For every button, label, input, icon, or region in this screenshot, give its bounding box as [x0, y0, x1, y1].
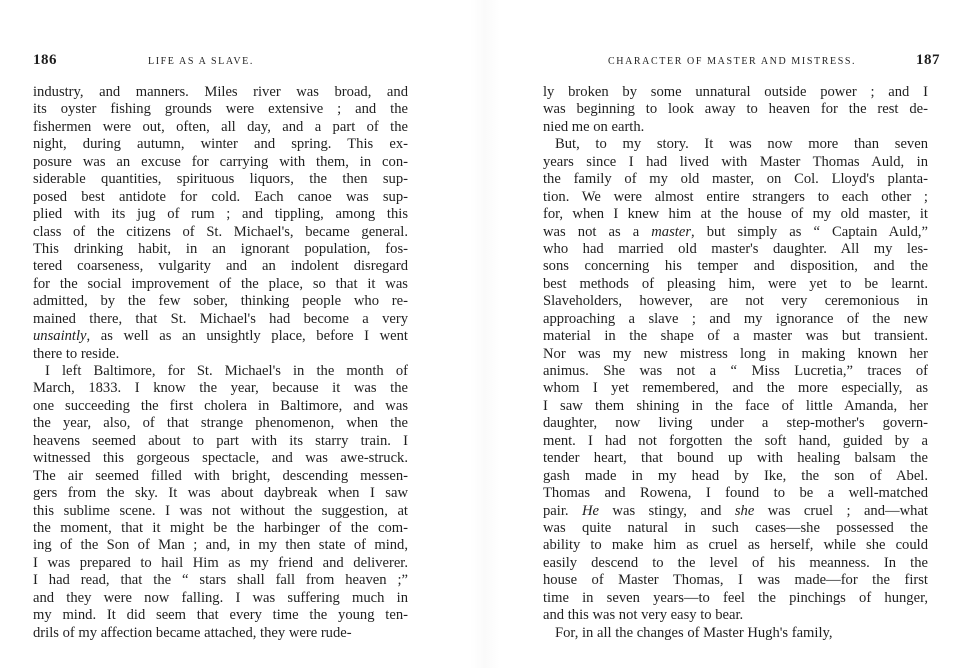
text-line: the year, also, of that strange phenomenon, when the [33, 415, 408, 432]
text-line: the moment, that it might be the harbinger of the com- [33, 519, 408, 536]
text-line: drils of my affection became attached, they were rude- [33, 624, 352, 641]
text-line: unsaintly, as well as an unsightly place, before I went [33, 328, 408, 345]
text-line: industry, and manners. Miles river was broad, and [33, 84, 408, 100]
text-line: heavens seemed about to part with its starry train. I [33, 432, 408, 449]
text-line: posed best antidote for cold. Each canoe was sup- [33, 188, 408, 205]
text-line: March, 1833. I know the year, because it was the [33, 380, 408, 397]
text-line: ability to make him as cruel as herself, while she could [543, 537, 928, 554]
left-page-header [33, 52, 428, 72]
text-line: I was prepared to hail Him as my friend and deliverer. [33, 554, 408, 571]
text-line: This drinking habit, in an ignorant population, fos- [33, 240, 408, 257]
text-line: I left Baltimore, for St. Michael's in the month of [45, 363, 408, 379]
text-line: house of Master Thomas, I was made—for the first [543, 572, 928, 589]
text-line: this sublime scene. I was not without the suggestion, at [33, 502, 408, 519]
text-line: Slaveholders, however, are not very ceremonious in [543, 293, 928, 310]
left-page-body [33, 84, 408, 642]
text-line: its oyster fishing grounds were extensive ; and the [33, 101, 408, 118]
left-page [0, 0, 470, 668]
text-line: siderable quantities, spirituous liquors, the then sup- [33, 171, 408, 188]
text-line: class of the citizens of St. Michael's, became general. [33, 223, 408, 240]
text-line: witnessed this gorgeous spectacle, and was awe-struck. [33, 450, 408, 467]
text-line: was not as a master, but simply as “ Captain Auld,” [543, 223, 928, 240]
text-line: one succeeding the first cholera in Baltimore, and was [33, 397, 408, 414]
text-line: The air seemed filled with bright, descending messen- [33, 467, 408, 484]
text-line: for the social improvement of the place, so that it was [33, 275, 408, 292]
text-line: ing of the Son of Man ; and, in my then state of mind, [33, 537, 408, 554]
text-line: gash made in my head by Ike, the son of Abel. [543, 467, 928, 484]
text-line: my mind. It did seem that every time the young ten- [33, 607, 408, 624]
text-line: approaching a slave ; and my ignorance of the new [543, 310, 928, 327]
book-gutter [470, 0, 500, 668]
text-line: material in the shape of a master was but transient. [543, 328, 928, 345]
text-line: gers from the sky. It was about daybreak when I saw [33, 485, 408, 502]
text-line: easily descend to the level of his meanness. In the [543, 554, 928, 571]
text-line: years since I had lived with Master Thomas Auld, in [543, 153, 928, 170]
text-line: and this was not very easy to bear. [543, 607, 744, 624]
right-page [500, 0, 980, 668]
text-line: Nor was my new mistress long in making known her [543, 345, 928, 362]
text-line: was beginning to look away to heaven for the rest de- [543, 101, 928, 118]
text-line: plied with its jug of rum ; and tippling, among this [33, 206, 408, 223]
text-line: I had read, that the “ stars shall fall from heaven ;” [33, 572, 408, 589]
text-line: admitted, by the few sober, thinking people who re- [33, 293, 408, 310]
text-line: time in seven years—to feel the pinchings of hunger, [543, 589, 928, 606]
text-line: ly broken by some unnatural outside power ; and I [543, 84, 928, 100]
text-line: the family of my old master, on Col. Lloyd's planta- [543, 171, 928, 188]
text-line: who had married old master's daughter. All my les- [543, 240, 928, 257]
right-page-header [540, 52, 940, 72]
text-line: best methods of pleasing him, were yet to be learnt. [543, 275, 928, 292]
text-line: tion. We were almost entire strangers to each other ; [543, 188, 928, 205]
text-line: whom I yet remembered, and the more especially, as [543, 380, 928, 397]
text-line: tender heart, that bound up with healing balsam the [543, 450, 928, 467]
text-line: Thomas and Rowena, I found to be a well-matched [543, 485, 928, 502]
text-line: sons concerning his temper and disposition, and the [543, 258, 928, 275]
text-line: For, in all the changes of Master Hugh's family, [555, 624, 833, 641]
text-line: nied me on earth. [543, 118, 645, 135]
text-line: was quite natural in such cases—she possessed the [543, 519, 928, 536]
text-line: and they were now falling. I was suffering much in [33, 589, 408, 606]
right-page-body [543, 84, 928, 642]
text-line: ment. I had not forgotten the soft hand, guided by a [543, 432, 928, 449]
text-line: I saw them shining in the face of little Amanda, her [543, 397, 928, 414]
text-line: pair. He was stingy, and she was cruel ; and—what [543, 502, 928, 519]
text-line: posure was an excuse for carrying with them, in con- [33, 153, 408, 170]
text-line: fishermen were out, often, all day, and a part of the [33, 118, 408, 135]
text-line: night, during autumn, winter and spring. This ex- [33, 136, 408, 153]
text-line: daughter, now living under a step-mother's govern- [543, 415, 928, 432]
text-line: animus. She was not a “ Miss Lucretia,” traces of [543, 363, 928, 379]
running-head: LIFE AS A SLAVE. [148, 56, 254, 67]
text-line: But, to my story. It was now more than seven [555, 136, 928, 153]
text-line: tered coarseness, vulgarity and an indolent disregard [33, 258, 408, 275]
running-head: CHARACTER OF MASTER AND MISTRESS. [608, 56, 857, 67]
text-line: there to reside. [33, 345, 120, 362]
page-number: 186 [33, 52, 57, 68]
text-line: for, when I knew him at the house of my old master, it [543, 206, 928, 223]
text-line: mained there, that St. Michael's had become a very [33, 310, 408, 327]
page-number: 187 [916, 52, 940, 68]
